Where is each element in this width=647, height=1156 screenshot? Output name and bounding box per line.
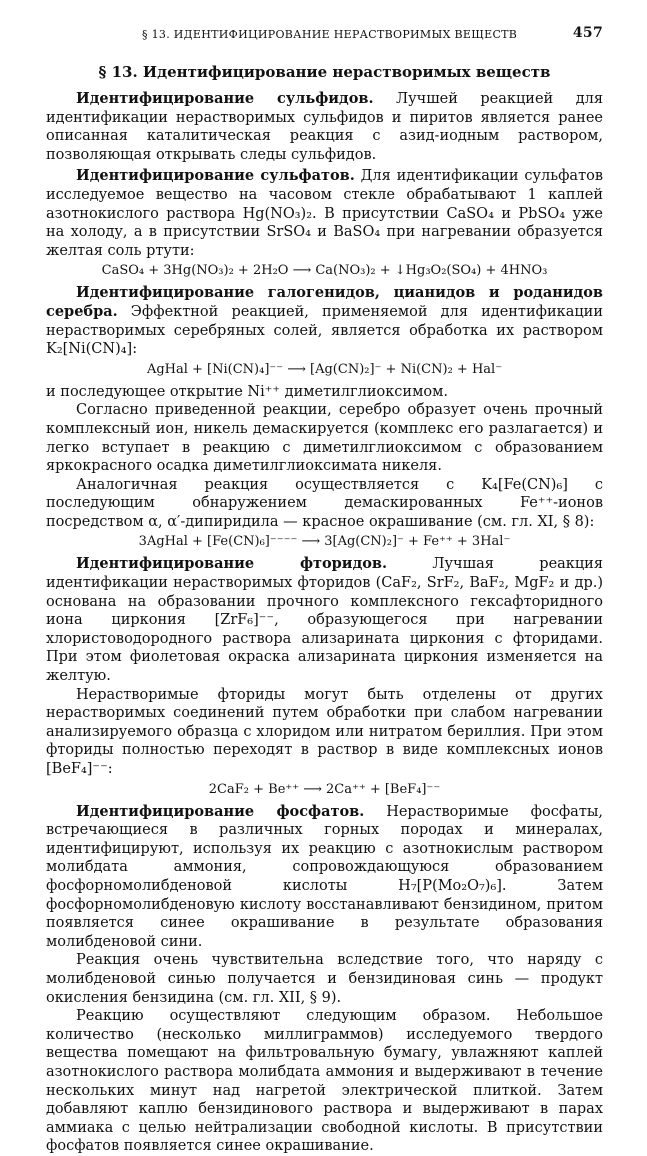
phosphates-heading: Идентифицирование фосфатов. — [76, 802, 365, 820]
halides-after-equation: и последующее открытие Ni⁺⁺ диметилглиоксимом. — [46, 383, 448, 400]
equation-sulfates: CaSO₄ + 3Hg(NO₃)₂ + 2H₂O ⟶ Ca(NO₃)₂ + ↓Hg₃O₂(SO₄) + 4HNO₃ — [101, 263, 548, 279]
running-header — [46, 24, 603, 44]
paragraph-fluorides-2: Нерастворимые фториды могут быть отделены от других нерастворимых соединений путем обработки при слабом нагревании анализируемого образца с хлоридом или нитратом бериллия. При этом фториды полностью переходят в раствор в виде комплексных ионов [BeF₄]⁻⁻: — [46, 686, 603, 777]
paragraph-halides-3: Аналогичная реакция осуществляется с K₄[Fe(CN)₆] с последующим обнаружением демаскированных Fe⁺⁺-ионов посредством α, α′-дипиридила — красное окрашивание (см. гл. XI, § 8): — [46, 476, 603, 530]
fluorides-text: Лучшая реакция идентификации нерастворимых фторидов (CaF₂, SrF₂, BaF₂, MgF₂ и др.) основана на образовании прочного комплексного гексафторидного иона циркония [ZrF₆]⁻⁻, образующегося при нагревании хлористоводородного раствора ализарината циркония с фторидами. При этом фиолетовая окраска ализарината циркония изменяется на желтую. — [46, 556, 603, 685]
section-title: § 13. Идентифицирование нерастворимых веществ — [98, 63, 551, 81]
halides-text: Эффектной реакцией, применяемой для идентификации нерастворимых серебряных солей, является обработка их раствором K₂[Ni(CN)₄]: — [46, 303, 603, 358]
halides-heading: Идентифицирование галогенидов, цианидов и роданидов серебра. — [46, 284, 603, 320]
sulfates-text: Для идентификации сульфатов исследуемое вещество на часовом стекле обрабатывают 1 каплей азотнокислого раствора Hg(NO₃)₂. В присутствии CaSO₄ и PbSO₄ уже на холоду, а в присутствии SrSO₄ и BaSO₄ при нагревании образуется желтая соль ртути: — [46, 168, 603, 259]
running-title: § 13. ИДЕНТИФИЦИРОВАНИЕ НЕРАСТВОРИМЫХ ВЕЩЕСТВ — [142, 28, 518, 41]
equation-halides-2: 3AgHal + [Fe(CN)₆]⁻⁻⁻⁻ ⟶ 3[Ag(CN)₂]⁻ + Fe⁺⁺ + 3Hal⁻ — [138, 534, 511, 550]
paragraph-fluorides — [46, 555, 603, 685]
equation-fluorides: 2CaF₂ + Be⁺⁺ ⟶ 2Ca⁺⁺ + [BeF₄]⁻⁻ — [208, 781, 441, 797]
sulfides-heading: Идентифицирование сульфидов. — [76, 90, 374, 107]
paragraph-sulfides — [46, 90, 603, 164]
paragraph-sulfates — [46, 167, 603, 260]
paragraph-halides — [46, 284, 603, 358]
sulfates-heading: Идентифицирование сульфатов. — [76, 167, 355, 185]
paragraph-halides-2: Согласно приведенной реакции, серебро образует очень прочный комплексный ион, никель демаскируется (комплекс его разлагается) и легко вступает в реакцию с диметилглиоксимом с образованием яркокрасного осадка диметилглиоксимата никеля. — [46, 402, 603, 475]
phosphates-text: Нерастворимые фосфаты, встречающиеся в различных горных породах и минералах, идентифицируют, используя их реакцию с азотнокислым раствором молибдата аммония, сопровождающуюся образованием фосфорномолибденовой кислоты H₇[P(Mo₂O₇)₆]. Затем фосфорномолибденовую кислоту восстанавливают бензидином, притом появляется синее окрашивание в результате образования молибденовой сини. — [46, 803, 603, 950]
paragraph-phosphates — [46, 803, 603, 952]
fluorides-heading: Идентифицирование фторидов. — [76, 555, 388, 573]
paragraph-phosphates-2: Реакция очень чувствительна вследствие того, что наряду с молибденовой синью получается и бензидиновая синь — продукт окисления бензидина (см. гл. XII, § 9). — [46, 952, 603, 1006]
paragraph-phosphates-3: Реакцию осуществляют следующим образом. Небольшое количество (несколько миллиграммов) исследуемого твердого вещества помещают на фильтровальную бумагу, увлажняют каплей азотнокислого раствора молибдата аммония и выдерживают в течение нескольких минут над нагретой электрической плиткой. Затем добавляют каплю бензидинового раствора и выдерживают в парах аммиака с целью нейтрализации свободной кислоты. В присутствии фосфатов появляется синее окрашивание. — [46, 1008, 603, 1155]
sulfides-text: Лучшей реакцией для идентификации нерастворимых сульфидов и пиритов является ранее описанная каталитическая реакция с азид-иодным раствором, позволяющая открывать следы сульфидов. — [46, 91, 603, 163]
page-number: 457 — [572, 25, 603, 41]
equation-halides: AgHal + [Ni(CN)₄]⁻⁻ ⟶ [Ag(CN)₂]⁻ + Ni(CN)₂ + Hal⁻ — [146, 361, 503, 377]
